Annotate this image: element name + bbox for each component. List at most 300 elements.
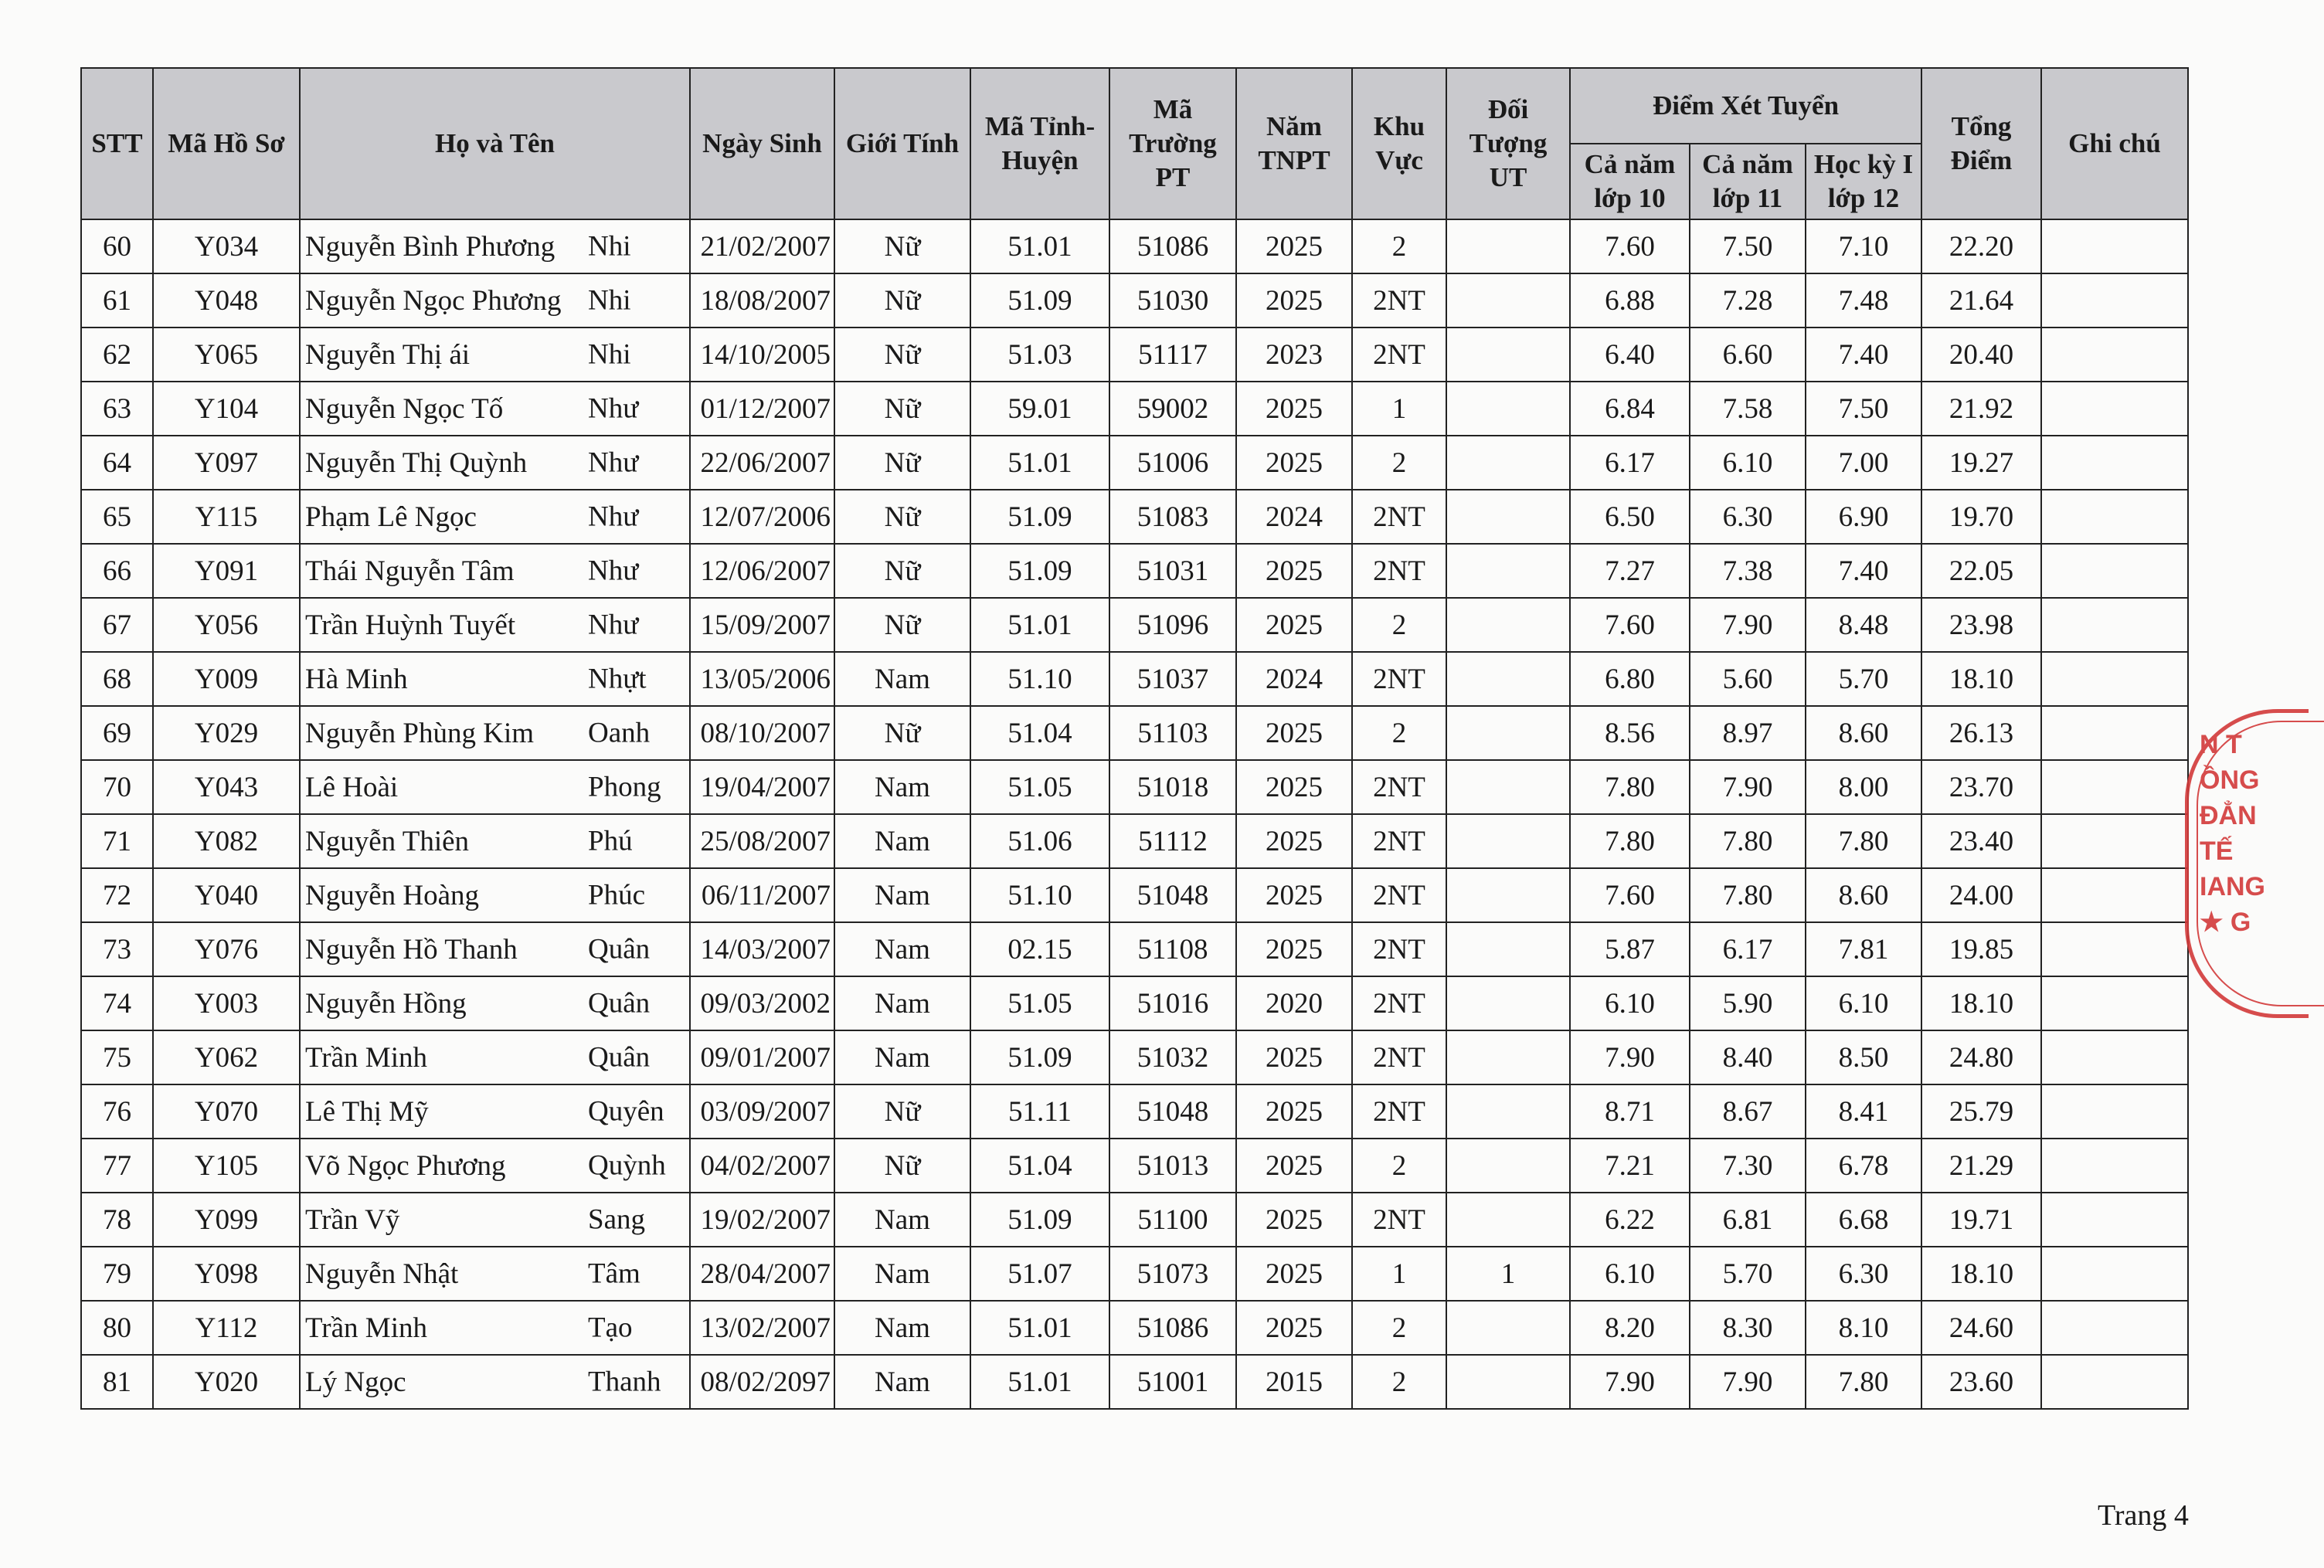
tong-diem-cell: 18.10 <box>1921 1247 2041 1301</box>
doi-tuong-ut-cell <box>1446 1301 1570 1355</box>
ma-ho-so-cell: Y112 <box>153 1301 300 1355</box>
ma-truong-cell: 51083 <box>1109 490 1236 544</box>
official-stamp <box>2185 709 2309 1018</box>
gioi-tinh-cell: Nam <box>834 1193 970 1247</box>
khu-vuc-cell: 2NT <box>1352 1084 1446 1139</box>
ma-tinh-huyen-cell: 51.10 <box>970 868 1109 922</box>
ngay-sinh-cell: 19/04/2007 <box>690 760 834 814</box>
khu-vuc-cell: 2NT <box>1352 273 1446 328</box>
ten: Như <box>588 501 639 533</box>
ma-truong-cell: 51096 <box>1109 598 1236 652</box>
diem-lop-11-cell: 8.40 <box>1690 1030 1806 1084</box>
diem-lop-10-cell: 6.88 <box>1570 273 1690 328</box>
ho-dem: Trần Minh <box>305 1041 427 1074</box>
diem-lop-12-cell: 8.10 <box>1806 1301 1921 1355</box>
stt-cell: 78 <box>81 1193 153 1247</box>
ma-truong-cell: 51001 <box>1109 1355 1236 1409</box>
name-cell <box>300 1084 690 1139</box>
diem-lop-12-cell: 7.80 <box>1806 814 1921 868</box>
gioi-tinh-cell: Nam <box>834 1355 970 1409</box>
gioi-tinh-cell: Nam <box>834 868 970 922</box>
name-cell <box>300 706 690 760</box>
ghi-chu-cell <box>2041 490 2188 544</box>
ten: Sang <box>588 1203 645 1236</box>
ho-dem: Lý Ngọc <box>305 1366 406 1398</box>
diem-lop-10-cell: 6.84 <box>1570 382 1690 436</box>
gioi-tinh-cell: Nữ <box>834 490 970 544</box>
ghi-chu-cell <box>2041 598 2188 652</box>
name-cell <box>300 544 690 598</box>
ma-truong-cell: 51016 <box>1109 976 1236 1030</box>
diem-lop-11-cell: 5.70 <box>1690 1247 1806 1301</box>
ghi-chu-cell <box>2041 219 2188 273</box>
gioi-tinh-cell: Nữ <box>834 544 970 598</box>
ma-ho-so-cell: Y097 <box>153 436 300 490</box>
khu-vuc-cell: 2NT <box>1352 652 1446 706</box>
nam-tnpt-cell: 2025 <box>1236 436 1352 490</box>
diem-lop-11-cell: 7.58 <box>1690 382 1806 436</box>
ma-tinh-huyen-cell: 51.10 <box>970 652 1109 706</box>
tong-diem-cell: 23.70 <box>1921 760 2041 814</box>
table-row <box>81 490 2188 544</box>
diem-lop-11-cell: 6.60 <box>1690 328 1806 382</box>
ma-ho-so-cell: Y048 <box>153 273 300 328</box>
ten: Nhi <box>588 284 631 317</box>
ho-dem: Nguyễn Phùng Kim <box>305 717 534 749</box>
header-diem-xet-tuyen: Điểm Xét Tuyển <box>1570 68 1921 144</box>
ma-truong-cell: 51048 <box>1109 868 1236 922</box>
ngay-sinh-cell: 04/02/2007 <box>690 1139 834 1193</box>
ghi-chu-cell <box>2041 544 2188 598</box>
header-ma-truong-pt: Mã Trường PT <box>1109 68 1236 219</box>
tong-diem-cell: 24.60 <box>1921 1301 2041 1355</box>
ghi-chu-cell <box>2041 1301 2188 1355</box>
doi-tuong-ut-cell <box>1446 490 1570 544</box>
tong-diem-cell: 19.85 <box>1921 922 2041 976</box>
stt-cell: 76 <box>81 1084 153 1139</box>
gioi-tinh-cell: Nữ <box>834 328 970 382</box>
gioi-tinh-cell: Nam <box>834 1247 970 1301</box>
table-row <box>81 1084 2188 1139</box>
table-row <box>81 868 2188 922</box>
name-cell <box>300 1247 690 1301</box>
tong-diem-cell: 24.80 <box>1921 1030 2041 1084</box>
ma-tinh-huyen-cell: 51.01 <box>970 1301 1109 1355</box>
diem-lop-11-cell: 7.50 <box>1690 219 1806 273</box>
header-nam-tnpt: Năm TNPT <box>1236 68 1352 219</box>
stt-cell: 66 <box>81 544 153 598</box>
gioi-tinh-cell: Nam <box>834 814 970 868</box>
diem-lop-12-cell: 7.10 <box>1806 219 1921 273</box>
nam-tnpt-cell: 2024 <box>1236 490 1352 544</box>
diem-lop-10-cell: 7.90 <box>1570 1030 1690 1084</box>
ho-dem: Hà Minh <box>305 663 408 695</box>
ma-tinh-huyen-cell: 51.11 <box>970 1084 1109 1139</box>
ghi-chu-cell <box>2041 1139 2188 1193</box>
tong-diem-cell: 21.64 <box>1921 273 2041 328</box>
ho-dem: Nguyễn Hoàng <box>305 879 480 911</box>
header-tong-diem: Tổng Điểm <box>1921 68 2041 219</box>
ngay-sinh-cell: 08/02/2097 <box>690 1355 834 1409</box>
ma-tinh-huyen-cell: 51.09 <box>970 544 1109 598</box>
ho-dem: Nguyễn Ngọc Tố <box>305 392 504 425</box>
ho-dem: Trần Minh <box>305 1312 427 1344</box>
ghi-chu-cell <box>2041 1084 2188 1139</box>
ten: Phúc <box>588 879 645 911</box>
stt-cell: 73 <box>81 922 153 976</box>
ma-ho-so-cell: Y003 <box>153 976 300 1030</box>
khu-vuc-cell: 2NT <box>1352 922 1446 976</box>
ten: Quân <box>588 933 651 966</box>
ghi-chu-cell <box>2041 706 2188 760</box>
ma-ho-so-cell: Y065 <box>153 328 300 382</box>
diem-lop-12-cell: 7.81 <box>1806 922 1921 976</box>
name-cell <box>300 1030 690 1084</box>
ma-tinh-huyen-cell: 02.15 <box>970 922 1109 976</box>
diem-lop-12-cell: 7.50 <box>1806 382 1921 436</box>
header-row-top <box>81 68 2188 144</box>
ma-tinh-huyen-cell: 51.05 <box>970 976 1109 1030</box>
stt-cell: 79 <box>81 1247 153 1301</box>
gioi-tinh-cell: Nam <box>834 1301 970 1355</box>
khu-vuc-cell: 1 <box>1352 382 1446 436</box>
ma-ho-so-cell: Y009 <box>153 652 300 706</box>
diem-lop-12-cell: 6.78 <box>1806 1139 1921 1193</box>
ghi-chu-cell <box>2041 1193 2188 1247</box>
ngay-sinh-cell: 01/12/2007 <box>690 382 834 436</box>
nam-tnpt-cell: 2020 <box>1236 976 1352 1030</box>
ma-truong-cell: 59002 <box>1109 382 1236 436</box>
ma-truong-cell: 51086 <box>1109 1301 1236 1355</box>
ma-tinh-huyen-cell: 51.01 <box>970 436 1109 490</box>
ngay-sinh-cell: 13/05/2006 <box>690 652 834 706</box>
header-ma-ho-so: Mã Hồ Sơ <box>153 68 300 219</box>
ma-tinh-huyen-cell: 51.04 <box>970 706 1109 760</box>
nam-tnpt-cell: 2025 <box>1236 1301 1352 1355</box>
doi-tuong-ut-cell: 1 <box>1446 1247 1570 1301</box>
ho-dem: Nguyễn Thị Quỳnh <box>305 446 528 479</box>
doi-tuong-ut-cell <box>1446 652 1570 706</box>
nam-tnpt-cell: 2025 <box>1236 760 1352 814</box>
ten: Thanh <box>588 1366 661 1398</box>
doi-tuong-ut-cell <box>1446 436 1570 490</box>
ten: Phong <box>588 771 661 803</box>
diem-lop-11-cell: 6.30 <box>1690 490 1806 544</box>
ma-ho-so-cell: Y070 <box>153 1084 300 1139</box>
ho-dem: Nguyễn Hồng <box>305 987 467 1020</box>
doi-tuong-ut-cell <box>1446 814 1570 868</box>
diem-lop-11-cell: 6.10 <box>1690 436 1806 490</box>
ho-dem: Phạm Lê Ngọc <box>305 501 477 533</box>
diem-lop-11-cell: 7.28 <box>1690 273 1806 328</box>
diem-lop-12-cell: 8.41 <box>1806 1084 1921 1139</box>
stt-cell: 62 <box>81 328 153 382</box>
doi-tuong-ut-cell <box>1446 922 1570 976</box>
name-cell <box>300 1355 690 1409</box>
stamp-text-4: TẾ <box>2200 837 2234 866</box>
khu-vuc-cell: 2NT <box>1352 544 1446 598</box>
doi-tuong-ut-cell <box>1446 760 1570 814</box>
diem-lop-11-cell: 7.38 <box>1690 544 1806 598</box>
tong-diem-cell: 18.10 <box>1921 976 2041 1030</box>
name-cell <box>300 1301 690 1355</box>
table-row <box>81 436 2188 490</box>
doi-tuong-ut-cell <box>1446 1139 1570 1193</box>
gioi-tinh-cell: Nữ <box>834 219 970 273</box>
diem-lop-10-cell: 7.80 <box>1570 760 1690 814</box>
diem-lop-11-cell: 7.90 <box>1690 1355 1806 1409</box>
gioi-tinh-cell: Nữ <box>834 382 970 436</box>
doi-tuong-ut-cell <box>1446 598 1570 652</box>
stt-cell: 69 <box>81 706 153 760</box>
ma-truong-cell: 51006 <box>1109 436 1236 490</box>
tong-diem-cell: 24.00 <box>1921 868 2041 922</box>
diem-lop-11-cell: 8.67 <box>1690 1084 1806 1139</box>
ma-truong-cell: 51031 <box>1109 544 1236 598</box>
diem-lop-11-cell: 7.80 <box>1690 814 1806 868</box>
stt-cell: 70 <box>81 760 153 814</box>
nam-tnpt-cell: 2023 <box>1236 328 1352 382</box>
ghi-chu-cell <box>2041 1355 2188 1409</box>
ho-dem: Nguyễn Ngọc Phương <box>305 284 562 317</box>
khu-vuc-cell: 2 <box>1352 1355 1446 1409</box>
name-cell <box>300 328 690 382</box>
ten: Như <box>588 609 639 641</box>
ma-truong-cell: 51030 <box>1109 273 1236 328</box>
ma-ho-so-cell: Y034 <box>153 219 300 273</box>
gioi-tinh-cell: Nữ <box>834 1084 970 1139</box>
ten: Oanh <box>588 717 651 749</box>
nam-tnpt-cell: 2025 <box>1236 219 1352 273</box>
stt-cell: 64 <box>81 436 153 490</box>
diem-lop-10-cell: 6.17 <box>1570 436 1690 490</box>
doi-tuong-ut-cell <box>1446 868 1570 922</box>
diem-lop-11-cell: 5.60 <box>1690 652 1806 706</box>
gioi-tinh-cell: Nữ <box>834 273 970 328</box>
diem-lop-11-cell: 8.30 <box>1690 1301 1806 1355</box>
tong-diem-cell: 23.60 <box>1921 1355 2041 1409</box>
name-cell <box>300 760 690 814</box>
stt-cell: 67 <box>81 598 153 652</box>
stt-cell: 72 <box>81 868 153 922</box>
stt-cell: 60 <box>81 219 153 273</box>
ma-tinh-huyen-cell: 51.09 <box>970 273 1109 328</box>
diem-lop-12-cell: 8.50 <box>1806 1030 1921 1084</box>
nam-tnpt-cell: 2025 <box>1236 868 1352 922</box>
table-row <box>81 273 2188 328</box>
diem-lop-11-cell: 5.90 <box>1690 976 1806 1030</box>
tong-diem-cell: 21.29 <box>1921 1139 2041 1193</box>
diem-lop-10-cell: 7.60 <box>1570 219 1690 273</box>
ma-tinh-huyen-cell: 51.04 <box>970 1139 1109 1193</box>
doi-tuong-ut-cell <box>1446 1030 1570 1084</box>
tong-diem-cell: 26.13 <box>1921 706 2041 760</box>
khu-vuc-cell: 2NT <box>1352 976 1446 1030</box>
ma-truong-cell: 51013 <box>1109 1139 1236 1193</box>
diem-lop-12-cell: 6.68 <box>1806 1193 1921 1247</box>
stt-cell: 71 <box>81 814 153 868</box>
stt-cell: 63 <box>81 382 153 436</box>
ngay-sinh-cell: 06/11/2007 <box>690 868 834 922</box>
tong-diem-cell: 22.20 <box>1921 219 2041 273</box>
doi-tuong-ut-cell <box>1446 1084 1570 1139</box>
table-row <box>81 1030 2188 1084</box>
ho-dem: Nguyễn Thị ái <box>305 338 471 371</box>
name-cell <box>300 1139 690 1193</box>
nam-tnpt-cell: 2025 <box>1236 382 1352 436</box>
khu-vuc-cell: 2 <box>1352 598 1446 652</box>
tong-diem-cell: 25.79 <box>1921 1084 2041 1139</box>
ngay-sinh-cell: 08/10/2007 <box>690 706 834 760</box>
stamp-ring <box>2197 721 2324 1006</box>
stamp-text-3: ĐẲN <box>2200 801 2257 830</box>
stt-cell: 74 <box>81 976 153 1030</box>
nam-tnpt-cell: 2025 <box>1236 706 1352 760</box>
ma-tinh-huyen-cell: 51.07 <box>970 1247 1109 1301</box>
name-cell <box>300 652 690 706</box>
ngay-sinh-cell: 12/06/2007 <box>690 544 834 598</box>
ma-truong-cell: 51108 <box>1109 922 1236 976</box>
khu-vuc-cell: 2NT <box>1352 1030 1446 1084</box>
table-row <box>81 652 2188 706</box>
ma-tinh-huyen-cell: 51.06 <box>970 814 1109 868</box>
header-ghi-chu: Ghi chú <box>2041 68 2188 219</box>
diem-lop-12-cell: 7.80 <box>1806 1355 1921 1409</box>
diem-lop-12-cell: 7.00 <box>1806 436 1921 490</box>
ten: Như <box>588 446 639 479</box>
diem-lop-12-cell: 8.60 <box>1806 706 1921 760</box>
ghi-chu-cell <box>2041 273 2188 328</box>
khu-vuc-cell: 2 <box>1352 436 1446 490</box>
diem-lop-10-cell: 6.10 <box>1570 976 1690 1030</box>
name-cell <box>300 1193 690 1247</box>
candidate-table <box>80 67 2189 1410</box>
diem-lop-10-cell: 6.40 <box>1570 328 1690 382</box>
ho-dem: Thái Nguyễn Tâm <box>305 555 515 587</box>
ma-ho-so-cell: Y062 <box>153 1030 300 1084</box>
nam-tnpt-cell: 2015 <box>1236 1355 1352 1409</box>
diem-lop-12-cell: 8.48 <box>1806 598 1921 652</box>
ten: Như <box>588 555 639 587</box>
ghi-chu-cell <box>2041 976 2188 1030</box>
ghi-chu-cell <box>2041 1030 2188 1084</box>
ngay-sinh-cell: 19/02/2007 <box>690 1193 834 1247</box>
ghi-chu-cell <box>2041 382 2188 436</box>
tong-diem-cell: 19.70 <box>1921 490 2041 544</box>
tong-diem-cell: 21.92 <box>1921 382 2041 436</box>
diem-lop-12-cell: 7.40 <box>1806 328 1921 382</box>
gioi-tinh-cell: Nữ <box>834 436 970 490</box>
header-khu-vuc: Khu Vực <box>1352 68 1446 219</box>
ten: Tâm <box>588 1257 640 1290</box>
ten: Quân <box>588 987 651 1020</box>
stamp-text-5: IANG <box>2200 872 2265 901</box>
table-row <box>81 976 2188 1030</box>
name-cell <box>300 382 690 436</box>
nam-tnpt-cell: 2025 <box>1236 544 1352 598</box>
ten: Quỳnh <box>588 1149 666 1182</box>
doi-tuong-ut-cell <box>1446 382 1570 436</box>
ma-truong-cell: 51048 <box>1109 1084 1236 1139</box>
ho-dem: Nguyễn Hồ Thanh <box>305 933 518 966</box>
doi-tuong-ut-cell <box>1446 544 1570 598</box>
header-ho-va-ten: Họ và Tên <box>300 68 690 219</box>
ho-dem: Trần Huỳnh Tuyết <box>305 609 516 641</box>
header-ca-nam-lop-10: Cả năm lớp 10 <box>1570 144 1690 219</box>
table-row <box>81 1301 2188 1355</box>
ghi-chu-cell <box>2041 868 2188 922</box>
diem-lop-12-cell: 7.48 <box>1806 273 1921 328</box>
diem-lop-12-cell: 7.40 <box>1806 544 1921 598</box>
ngay-sinh-cell: 14/03/2007 <box>690 922 834 976</box>
nam-tnpt-cell: 2025 <box>1236 1030 1352 1084</box>
ma-ho-so-cell: Y029 <box>153 706 300 760</box>
doi-tuong-ut-cell <box>1446 328 1570 382</box>
ngay-sinh-cell: 13/02/2007 <box>690 1301 834 1355</box>
name-cell <box>300 598 690 652</box>
ma-ho-so-cell: Y115 <box>153 490 300 544</box>
ghi-chu-cell <box>2041 436 2188 490</box>
stt-cell: 68 <box>81 652 153 706</box>
name-cell <box>300 976 690 1030</box>
diem-lop-10-cell: 8.20 <box>1570 1301 1690 1355</box>
ngay-sinh-cell: 15/09/2007 <box>690 598 834 652</box>
diem-lop-11-cell: 8.97 <box>1690 706 1806 760</box>
stt-cell: 80 <box>81 1301 153 1355</box>
table-row <box>81 1247 2188 1301</box>
ngay-sinh-cell: 14/10/2005 <box>690 328 834 382</box>
ma-ho-so-cell: Y091 <box>153 544 300 598</box>
ma-tinh-huyen-cell: 59.01 <box>970 382 1109 436</box>
doi-tuong-ut-cell <box>1446 976 1570 1030</box>
gioi-tinh-cell: Nam <box>834 652 970 706</box>
table-row <box>81 219 2188 273</box>
table-row <box>81 328 2188 382</box>
name-cell <box>300 922 690 976</box>
ngay-sinh-cell: 25/08/2007 <box>690 814 834 868</box>
diem-lop-10-cell: 6.22 <box>1570 1193 1690 1247</box>
doi-tuong-ut-cell <box>1446 273 1570 328</box>
ngay-sinh-cell: 28/04/2007 <box>690 1247 834 1301</box>
table-row <box>81 1193 2188 1247</box>
ma-ho-so-cell: Y105 <box>153 1139 300 1193</box>
ho-dem: Trần Vỹ <box>305 1203 400 1236</box>
diem-lop-10-cell: 6.50 <box>1570 490 1690 544</box>
doi-tuong-ut-cell <box>1446 1193 1570 1247</box>
ma-tinh-huyen-cell: 51.01 <box>970 219 1109 273</box>
diem-lop-10-cell: 7.90 <box>1570 1355 1690 1409</box>
gioi-tinh-cell: Nam <box>834 922 970 976</box>
doi-tuong-ut-cell <box>1446 706 1570 760</box>
diem-lop-10-cell: 7.80 <box>1570 814 1690 868</box>
table-row <box>81 814 2188 868</box>
header-stt: STT <box>81 68 153 219</box>
table-row <box>81 544 2188 598</box>
ma-truong-cell: 51018 <box>1109 760 1236 814</box>
ma-tinh-huyen-cell: 51.01 <box>970 1355 1109 1409</box>
gioi-tinh-cell: Nam <box>834 760 970 814</box>
ten: Nhi <box>588 338 631 371</box>
ma-ho-so-cell: Y082 <box>153 814 300 868</box>
page-number: Trang 4 <box>2098 1499 2189 1532</box>
stt-cell: 65 <box>81 490 153 544</box>
ten: Nhi <box>588 230 631 263</box>
gioi-tinh-cell: Nam <box>834 976 970 1030</box>
tong-diem-cell: 22.05 <box>1921 544 2041 598</box>
khu-vuc-cell: 2 <box>1352 219 1446 273</box>
ten: Nhựt <box>588 663 647 695</box>
diem-lop-12-cell: 6.10 <box>1806 976 1921 1030</box>
